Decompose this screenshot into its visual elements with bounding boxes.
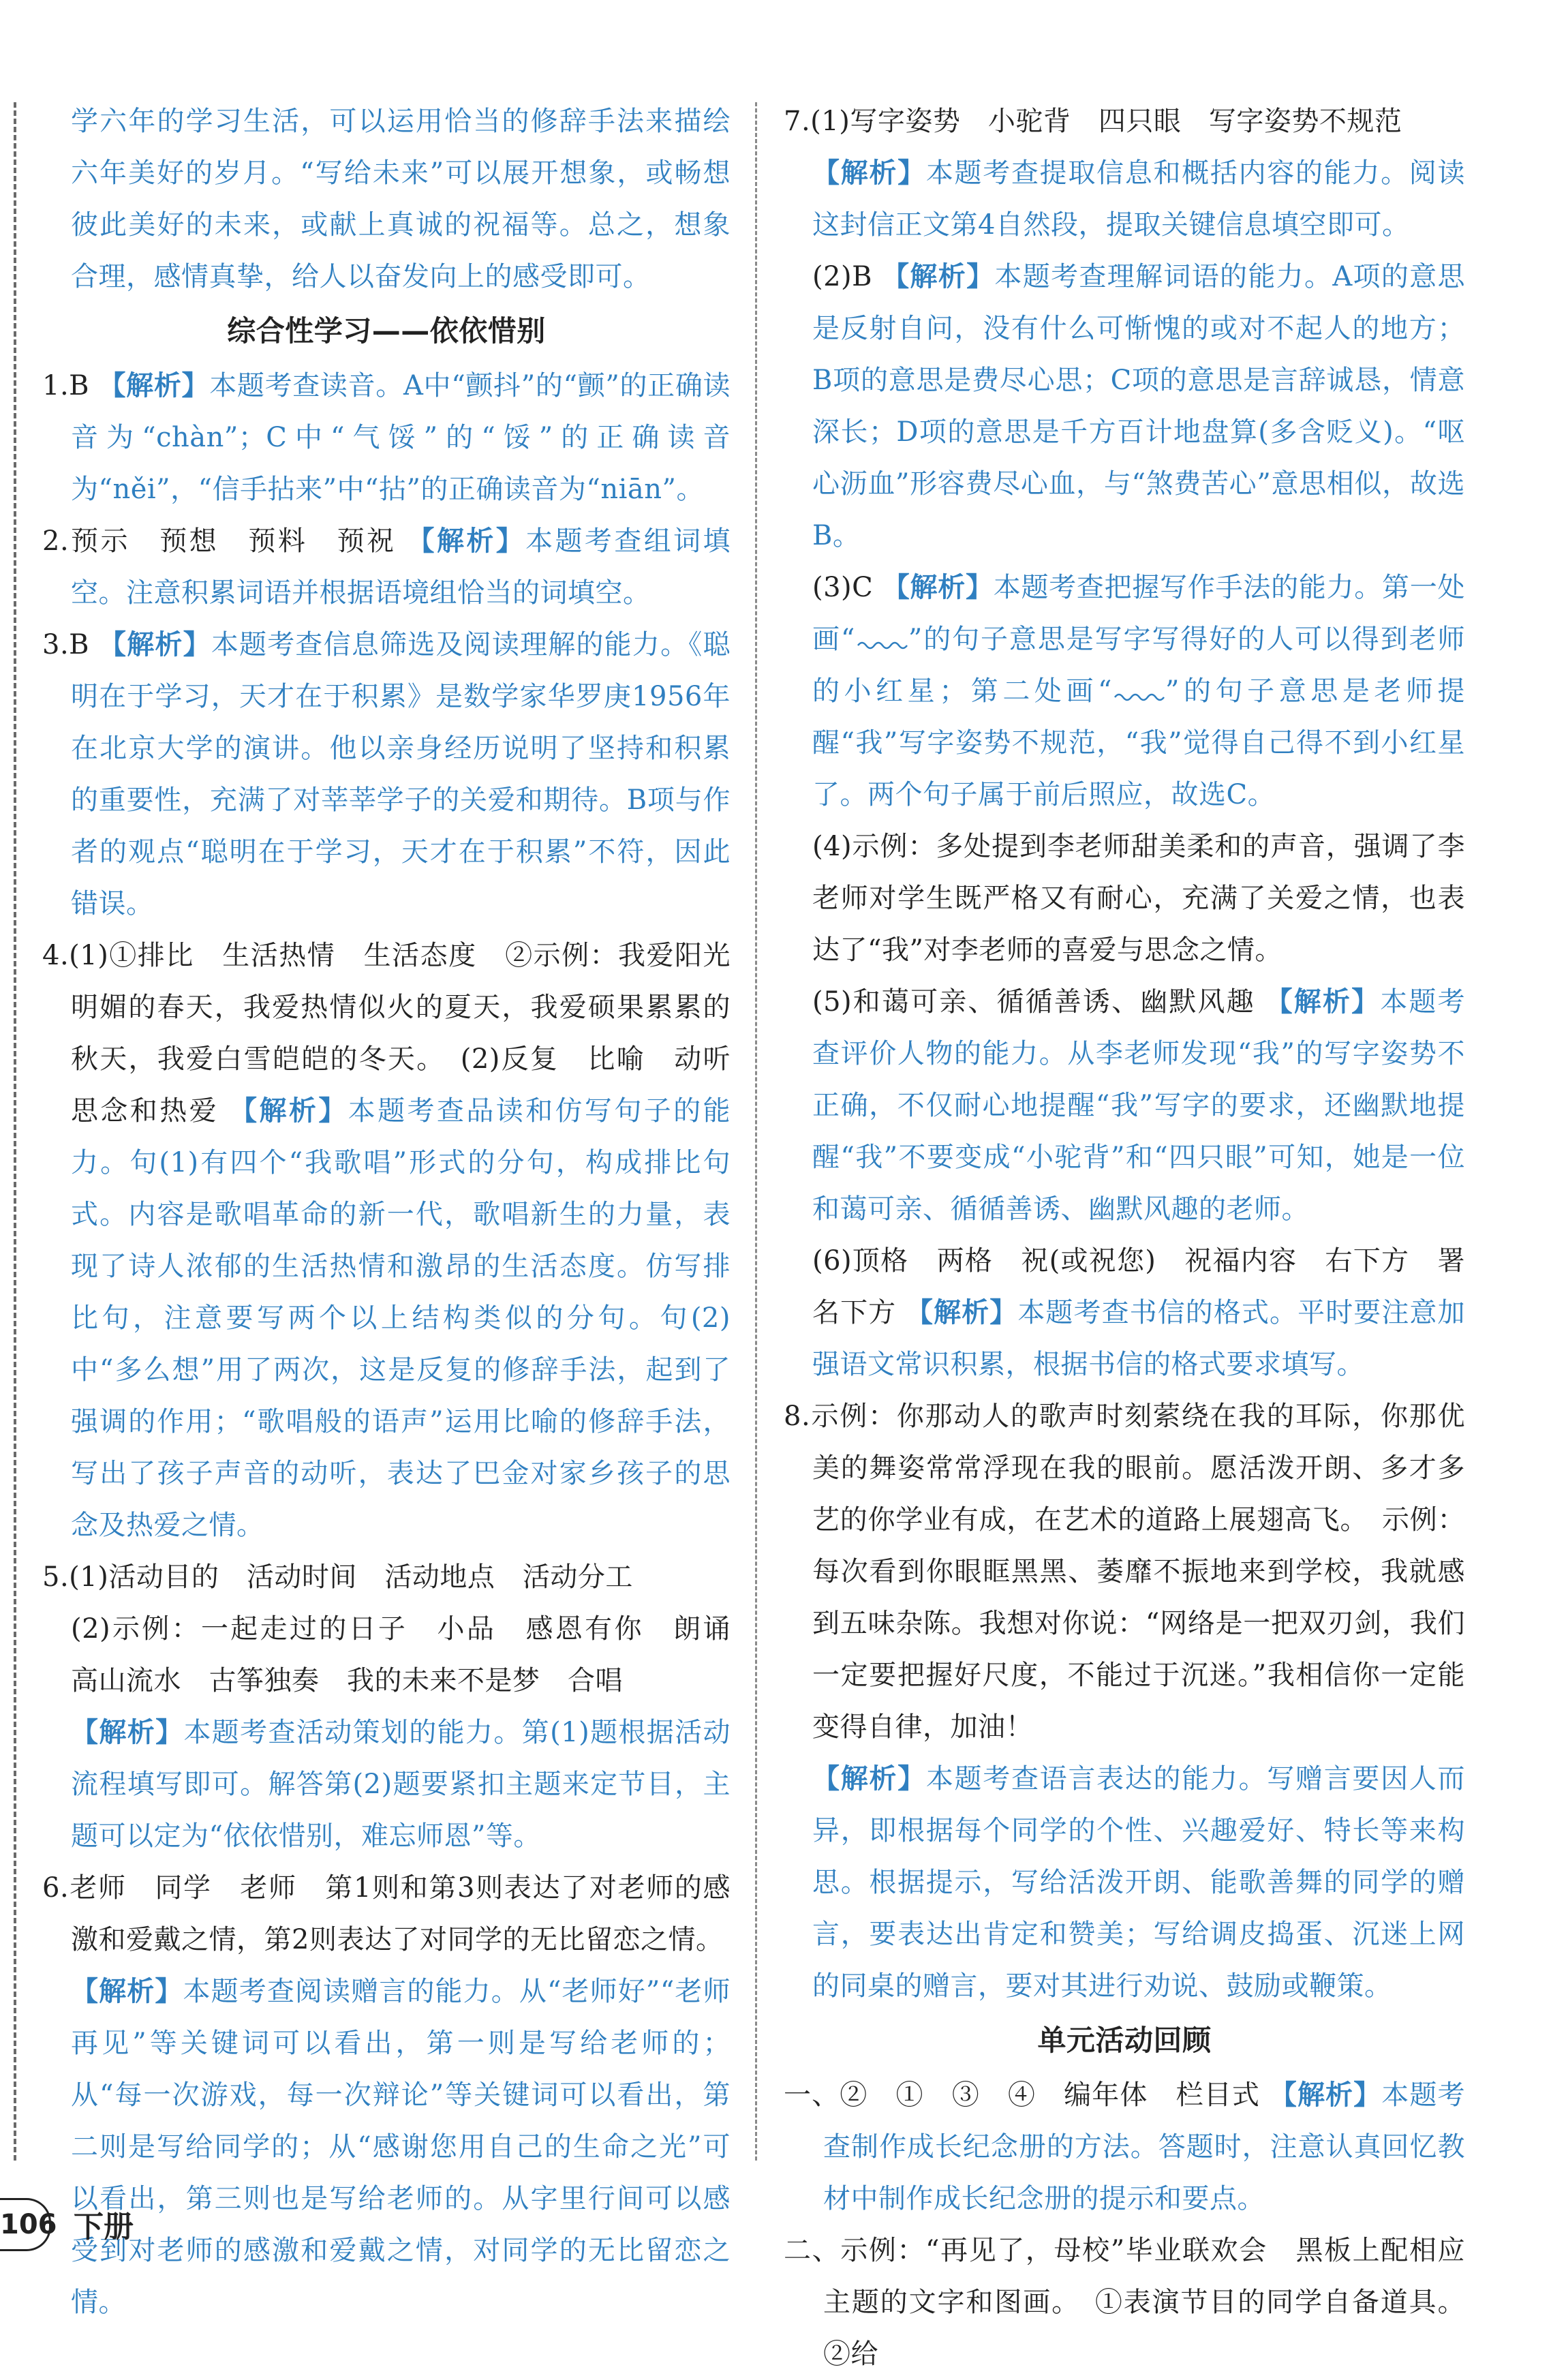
answer-2-analysis: 本题考查组词填空。注意积累词语并根据语境组恰当的词填空。 xyxy=(71,525,731,609)
analysis-tag: 【解析】 xyxy=(812,157,926,189)
answer-1 xyxy=(42,360,731,515)
analysis-tag: 【解析】 xyxy=(1269,2079,1382,2111)
section-title-review: 单元活动回顾 xyxy=(1037,2024,1212,2057)
intro-paragraph: 学六年的学习生活，可以运用恰当的修辞手法来描绘六年美好的岁月。“写给未来”可以展开想象，或畅想彼此美好的未来，或献上真诚的祝福等。总之，想象合理，感情真挚，给人以奋发向上的感受即可。 xyxy=(71,106,731,292)
answer-5 xyxy=(42,1551,731,1603)
answer-7-1-analysis-block xyxy=(784,147,1465,251)
answer-4-analysis: 本题考查品读和仿写句子的能力。句(1)有四个“我歌唱”形式的分句，构成排比句式。内容是歌唱革命的新一代，歌唱新生的力量，表现了诗人浓郁的生活热情和激昂的生活态度。仿写排比句，注意要写两个以上结构类似的分句。句(2)中“多么想”用了两次，这是反复的修辞手法，起到了强调的作用；“歌唱般的语声”运用比喻的修辞手法，写出了孩子声音的动听，表达了巴金对家乡孩子的思念及热爱之情。 xyxy=(71,1095,731,1541)
answer-6-head: 6.老师 同学 老师 第1则和第3则表达了对老师的感激和爱戴之情，第2则表达了对同学的无比留恋之情。 xyxy=(42,1872,731,1955)
answer-7-5-analysis: 本题考查评价人物的能力。从李老师发现“我”的写字姿势不正确，不仅耐心地提醒“我”写字的要求，还幽默地提醒“我”不要变成“小驼背”和“四只眼”可知，她是一位和蔼可亲、循循善诱、幽默风趣的老师。 xyxy=(812,986,1466,1225)
answer-5-analysis-block xyxy=(42,1707,731,1862)
analysis-tag: 【解析】 xyxy=(882,572,994,603)
answer-7-5 xyxy=(784,976,1465,1235)
review-1 xyxy=(784,2069,1465,2225)
analysis-tag: 【解析】 xyxy=(906,1297,1018,1328)
answer-7-1-analysis: 本题考查提取信息和概括内容的能力。阅读这封信正文第4自然段，提取关键信息填空即可。 xyxy=(812,157,1466,241)
answer-5-analysis: 本题考查活动策划的能力。第(1)题根据活动流程填写即可。解答第(2)题要紧扣主题来定节目，主题可以定为“依依惜别，难忘师恩”等。 xyxy=(71,1717,731,1852)
wavy-underline-icon xyxy=(1112,684,1165,704)
analysis-tag: 【解析】 xyxy=(71,1717,184,1748)
right-column xyxy=(784,95,1465,2380)
answer-6-analysis-block xyxy=(42,1966,731,2328)
answer-6-analysis: 本题考查阅读赠言的能力。从“老师好”“老师再见”等关键词可以看出，第一则是写给老师的；从“每一次游戏，每一次辩论”等关键词可以看出，第二则是写给同学的；从“感谢您用自己的生命之光”可以看出，第三则也是写给老师的。从字里行间可以感受到对老师的感激和爱戴之情，对同学的无比留恋之情。 xyxy=(71,1976,731,2318)
answer-7-1-head: 7.(1)写字姿势 小驼背 四只眼 写字姿势不规范 xyxy=(784,106,1402,137)
analysis-tag: 【解析】 xyxy=(812,1763,926,1795)
answer-4-head: 4.(1)①排比 生活热情 生活态度 ②示例：我爱阳光明媚的春天，我爱热情似火的夏天，我爱硕果累累的秋天，我爱白雪皑皑的冬天。 (2)反复 比喻 动听 思念和热爱 xyxy=(42,940,758,1127)
answer-7-3 xyxy=(784,562,1465,821)
answer-1-analysis: 本题考查读音。A中“颤抖”的“颤”的正确读音为“chàn”；C中“气馁”的“馁”的正确读音为“něi”，“信手拈来”中“拈”的正确读音为“niān”。 xyxy=(71,370,731,505)
analysis-tag: 【解析】 xyxy=(98,629,211,660)
answer-7-2-analysis: 本题考查理解词语的能力。A项的意思是反射自问，没有什么可惭愧的或对不起人的地方；B项的意思是费尽心思；C项的意思是言辞诚恳，情意深长；D项的意思是千方百计地盘算(多含贬义)。“呕心沥血”形容费尽心血，与“煞费苦心”意思相似，故选B。 xyxy=(812,261,1466,551)
analysis-tag: 【解析】 xyxy=(98,370,210,401)
cut-line xyxy=(14,102,16,2161)
answer-5-line2: (2)示例：一起走过的日子 小品 感恩有你 朗诵 高山流水 古筝独奏 我的未来不是梦 合唱 xyxy=(71,1613,758,1696)
answer-7-1 xyxy=(784,95,1465,147)
wavy-underline-icon xyxy=(855,632,908,652)
answer-7-2-head: (2)B xyxy=(812,261,873,292)
column-divider xyxy=(755,102,757,2161)
analysis-tag: 【解析】 xyxy=(71,1976,183,2007)
review-1-analysis: 本题考查制作成长纪念册的方法。答题时，注意认真回忆教材中制作成长纪念册的提示和要点。 xyxy=(823,2079,1466,2214)
answer-7-6-analysis: 本题考查书信的格式。平时要注意加强语文常识积累，根据书信的格式要求填写。 xyxy=(812,1297,1466,1380)
answer-7-6 xyxy=(784,1235,1465,1390)
section-title-farewell: 综合性学习——依依惜别 xyxy=(227,314,546,348)
analysis-tag: 【解析】 xyxy=(407,525,526,557)
analysis-tag: 【解析】 xyxy=(1265,986,1381,1018)
answer-8-analysis-block xyxy=(784,1753,1465,2012)
answer-2-head: 2.预示 预想 预料 预祝 xyxy=(42,525,397,557)
answer-7-3-analysis-b: ”的句子意思是写字写得好的人可以得到老师的小红星；第二处画“ xyxy=(812,624,1465,707)
answer-3-head: 3.B xyxy=(42,629,90,660)
answer-7-3-analysis-c: ”的句子意思是老师提醒“我”写字姿势不规范，“我”觉得自己得不到小红星了。两个句子属于前后照应，故选C。 xyxy=(812,675,1465,810)
page-number: 106 xyxy=(0,2198,51,2251)
review-1-head: 一、② ① ③ ④ 编年体 栏目式 xyxy=(784,2079,1260,2111)
page-footer xyxy=(0,2198,273,2259)
volume-label: 下册 xyxy=(74,2210,134,2244)
left-column xyxy=(42,95,758,2328)
answer-2 xyxy=(42,515,731,619)
analysis-tag: 【解析】 xyxy=(230,1095,348,1127)
answer-7-3-head: (3)C xyxy=(812,572,874,603)
answer-3-analysis: 本题考查信息筛选及阅读理解的能力。《聪明在于学习，天才在于积累》是数学家华罗庚1956年在北京大学的演讲。他以亲身经历说明了坚持和积累的重要性，充满了对莘莘学子的关爱和期待。B项与作者的观点“聪明在于学习，天才在于积累”不符，因此错误。 xyxy=(71,629,731,919)
answer-7-6-head: (6)顶格 两格 祝(或祝您) 祝福内容 右下方 署名下方 xyxy=(812,1245,1465,1328)
answer-5-head: 5.(1)活动目的 活动时间 活动地点 活动分工 xyxy=(42,1561,633,1593)
answer-7-5-head: (5)和蔼可亲、循循善诱、幽默风趣 xyxy=(812,986,1255,1018)
answer-7-2 xyxy=(784,251,1465,562)
answer-8-analysis: 本题考查语言表达的能力。写赠言要因人而异，即根据每个同学的个性、兴趣爱好、特长等来构思。根据提示，写给活泼开朗、能歌善舞的同学的赠言，要表达出肯定和赞美；写给调皮捣蛋、沉迷上网的同桌的赠言，要对其进行劝说、鼓励或鞭策。 xyxy=(812,1763,1466,2002)
answer-7-3-analysis-a: 本题考查把握写作手法的能力。第一处画“ xyxy=(812,572,1466,655)
answer-3 xyxy=(42,619,731,930)
answer-7-4: (4)示例：多处提到李老师甜美柔和的声音，强调了李老师对学生既严格又有耐心，充满了关爱之情，也表达了“我”对李老师的喜爱与思念之情。 xyxy=(812,831,1465,966)
answer-8-head: 8.示例：你那动人的歌声时刻萦绕在我的耳际，你那优美的舞姿常常浮现在我的眼前。愿活泼开朗、多才多艺的你学业有成，在艺术的道路上展翅高飞。 示例：每次看到你眼眶黑黑、萎靡不振地来到学校，我就感到五味杂陈。我想对你说：“网络是一把双刃剑，我们一定要把握好尺度，不能过于沉迷。”我相信你一定能变得自律，加油！ xyxy=(784,1401,1465,1743)
answer-8 xyxy=(784,1390,1465,1753)
answer-6 xyxy=(42,1862,731,1966)
analysis-tag: 【解析】 xyxy=(882,261,995,292)
answer-4 xyxy=(42,930,758,1551)
answer-1-head: 1.B xyxy=(42,370,90,401)
review-2: 二、示例：“再见了，母校”毕业联欢会 黑板上配相应主题的文字和图画。 ①表演节目的同学自备道具。②给 xyxy=(784,2235,1465,2370)
